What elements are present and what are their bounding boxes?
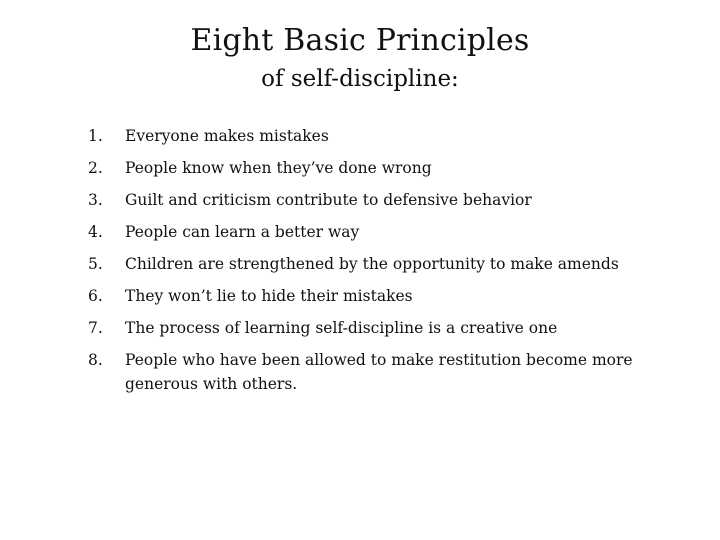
list-item [0, 220, 720, 252]
list-item-number: 4. [88, 223, 103, 241]
list-item-text: People know when they’ve done wrong [125, 159, 432, 177]
list-item-number: 1. [88, 127, 103, 145]
list-item [0, 348, 720, 404]
list-item-number: 8. [88, 351, 103, 369]
principles-list [0, 124, 720, 404]
list-item [0, 252, 720, 284]
list-item-number: 6. [88, 287, 103, 305]
list-item-text: Children are strengthened by the opportunity to make amends [125, 255, 619, 273]
list-item [0, 156, 720, 188]
list-item [0, 316, 720, 348]
list-item-number: 7. [88, 319, 103, 337]
list-item-number: 3. [88, 191, 103, 209]
list-item-number: 5. [88, 255, 103, 273]
list-item-text: People who have been allowed to make restitution become more generous with others. [125, 351, 633, 393]
list-item-text: People can learn a better way [125, 223, 360, 241]
list-item-number: 2. [88, 159, 103, 177]
list-item [0, 124, 720, 156]
list-item-text: They won’t lie to hide their mistakes [125, 287, 413, 305]
list-item [0, 188, 720, 220]
list-item-text: Guilt and criticism contribute to defensive behavior [125, 191, 532, 209]
list-item-text: Everyone makes mistakes [125, 127, 329, 145]
list-item [0, 284, 720, 316]
slide-subtitle: of self-discipline: [261, 66, 459, 92]
slide-title: Eight Basic Principles [190, 23, 530, 58]
list-item-text: The process of learning self-discipline is a creative one [125, 319, 558, 337]
